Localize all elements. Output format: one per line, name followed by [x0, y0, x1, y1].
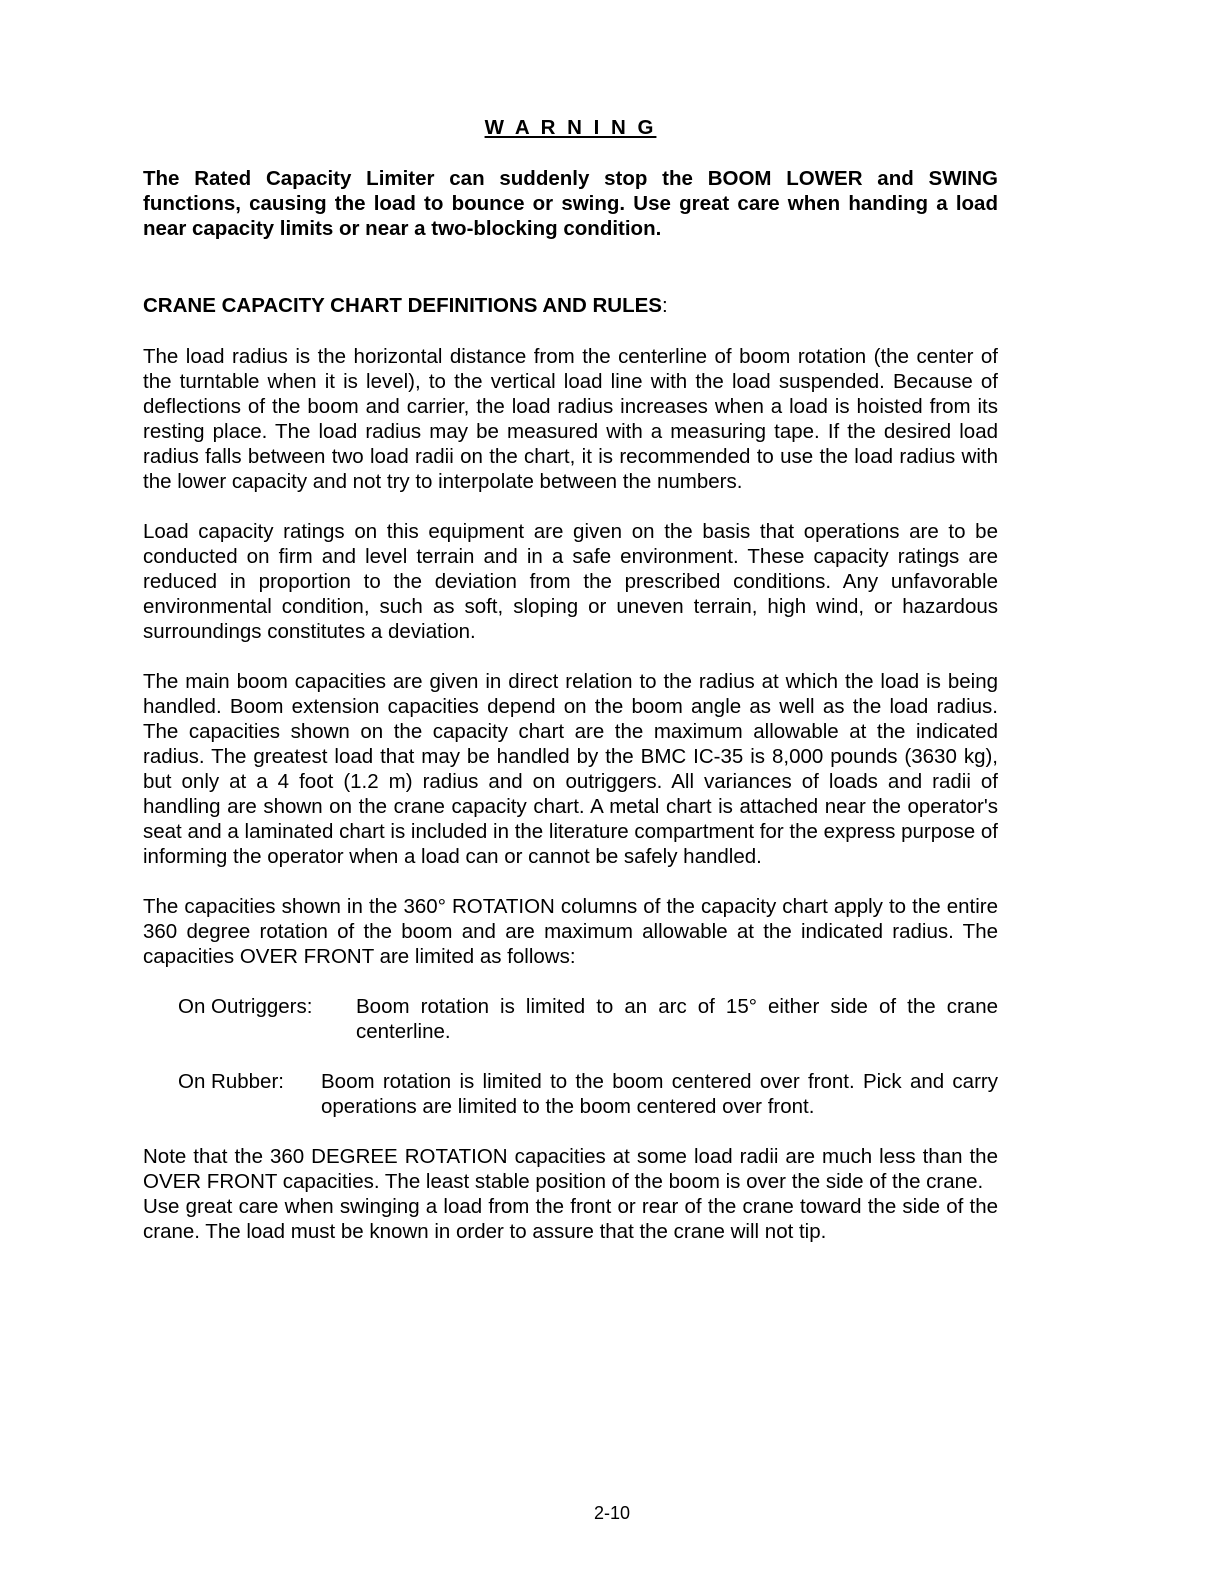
section-heading-text: CRANE CAPACITY CHART DEFINITIONS AND RULES [143, 294, 662, 317]
definition-term: On Rubber: [178, 1070, 284, 1093]
page-number: 2-10 [593, 1503, 631, 1523]
paragraph-load-radius: The load radius is the horizontal distance from the centerline of boom rotation (the center of the turntable when it is level), to the vertical load line with the load suspended. Because of deflections of the boom and carrier, the load radius increases when a load is hoisted from its resting place. The load radius may be measured with a measuring tape. If the desired load radius falls between two load radii on the chart, it is recommended to use the load radius with the lower capacity and not try to interpolate between the numbers. [143, 345, 998, 493]
definition-on-outriggers [178, 994, 998, 1044]
definition-on-rubber [178, 1069, 998, 1119]
paragraph-load-capacity-ratings: Load capacity ratings on this equipment are given on the basis that operations are to be conducted on firm and level terrain and in a safe environment. These capacity ratings are reduced in proportion to the deviation from the prescribed conditions. Any unfavorable environmental condition, such as soft, sloping or uneven terrain, high wind, or hazardous surroundings constitutes a deviation. [143, 520, 998, 643]
note-paragraph: Note that the 360 DEGREE ROTATION capacities at some load radii are much less than the OVER FRONT capacities. The least stable position of the boom is over the side of the crane. [143, 1145, 998, 1193]
document-page [143, 115, 998, 1244]
definition-description: Boom rotation is limited to an arc of 15° either side of the crane centerline. [356, 995, 998, 1043]
definition-term: On Outriggers: [178, 995, 313, 1018]
paragraph-main-boom-capacities: The main boom capacities are given in direct relation to the radius at which the load is being handled. Boom extension capacities depend on the boom angle as well as the load radius. The capacities shown on the capacity chart are the maximum allowable at the indicated radius. The greatest load that may be handled by the BMC IC-35 is 8,000 pounds (3630 kg), but only at a 4 foot (1.2 m) radius and on outriggers. All variances of loads and radii of handling are shown on the crane capacity chart. A metal chart is attached near the operator's seat and a laminated chart is included in the literature compartment for the express purpose of informing the operator when a load can or cannot be safely handled. [143, 670, 998, 868]
section-heading-colon: : [661, 294, 668, 317]
warning-text: The Rated Capacity Limiter can suddenly stop the BOOM LOWER and SWING functions, causing the load to bounce or swing. Use great care when handing a load near capacity limits or near a two-blocking condition. [143, 167, 998, 240]
note-paragraph-caution: Use great care when swinging a load from the front or rear of the crane toward the side of the crane. The load must be known in order to assure that the crane will not tip. [143, 1195, 998, 1243]
warning-title: W A R N I N G [484, 116, 657, 139]
paragraph-360-rotation: The capacities shown in the 360° ROTATION columns of the capacity chart apply to the entire 360 degree rotation of the boom and are maximum allowable at the indicated radius. The capacities OVER FRONT are limited as follows: [143, 895, 998, 968]
definition-description: Boom rotation is limited to the boom centered over front. Pick and carry operations are limited to the boom centered over front. [321, 1070, 998, 1118]
section-heading [143, 293, 998, 318]
